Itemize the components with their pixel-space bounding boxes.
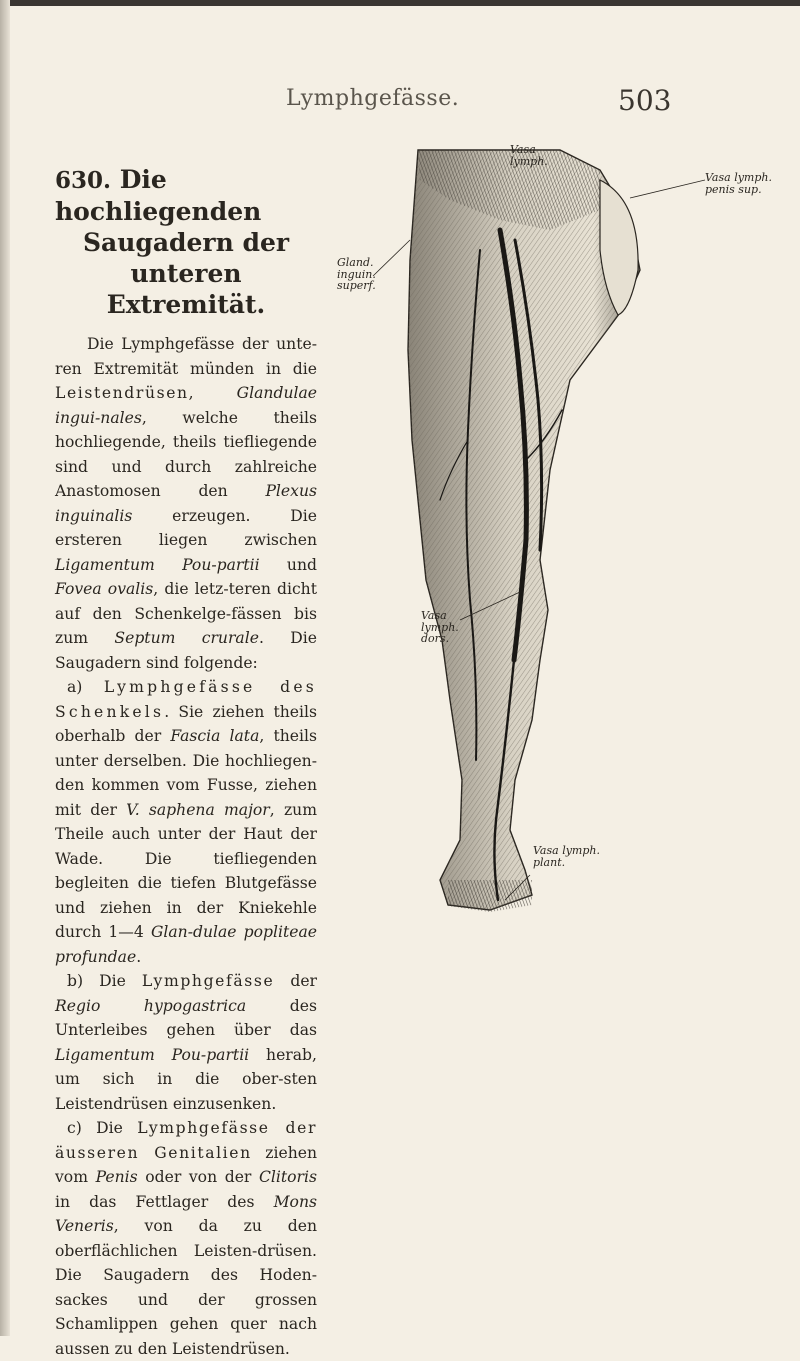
- section-title-line2: Saugadern der unteren: [82, 228, 290, 288]
- item-c-paragraph: c) Die Lymphgefässe der äusseren Genitalien ziehen vom Penis oder von der Clitoris in das Fettlager des Mons Veneris, von da zu den oberflächlichen Leisten-drüsen. Die Saugadern des Hoden-sackes und der grossen Schamlippen gehen quer nach aussen zu den Leistendrüsen.: [55, 1119, 318, 1358]
- item-a-paragraph: a) Lymphgefässe des Schenkels. Sie ziehen theils oberhalb der Fascia lata, theils unter derselben. Die hochliegen-den kommen vom Fusse, ziehen mit der V. saphena major, zum Theile auch unter der Haut der Wade. Die tiefliegenden begleiten die tiefen Blutgefässe und ziehen in der Kniekehle durch 1—4 Glan-dulae popliteae profundae.: [55, 678, 317, 966]
- section-number: 630.: [55, 167, 112, 194]
- section-title-line3: Extremität.: [106, 290, 266, 319]
- item-b-heading: Lymphgefässe: [141, 972, 275, 990]
- label-vasa-lymph-dors: Vasa lymph. dors.: [421, 609, 459, 645]
- section-title-line1: Die hochliegenden: [55, 165, 262, 226]
- page-left-edge: [0, 0, 10, 1336]
- term-leistendruesen: Leistendrüsen: [55, 384, 189, 402]
- label-vasa-lymph-penis: Vasa lymph. penis sup.: [705, 171, 772, 196]
- running-head: Lymphgefässe.: [286, 86, 460, 111]
- label-vasa-lymph-plant: Vasa lymph. plant.: [533, 844, 600, 869]
- item-c-heading: Lymphgefässe der äusseren Genitalien: [55, 1119, 318, 1162]
- section-heading: [55, 164, 317, 320]
- foot-hatching: [448, 880, 532, 912]
- item-b-paragraph: b) Die Lymphgefässe der Regio hypogastrica des Unterleibes gehen über das Ligamentum Pou-partii herab, um sich in die ober-sten Leistendrüsen einzusenken.: [55, 972, 318, 1113]
- page-top-border: [0, 0, 800, 6]
- item-a-heading: Lymphgefässe des Schenkels: [55, 678, 317, 721]
- text-column: [55, 164, 317, 1361]
- label-gland-inguin-superf: Gland. inguin. superf.: [337, 256, 376, 292]
- intro-paragraph: Die Lymphgefässe der unte-ren Extremität münden in die Leistendrüsen, Glandulae ingui-nales, welche theils hochliegende, theils tiefliegende sind und durch zahlreiche Anastomosen den Plexus inguinalis erzeugen. Die ersteren liegen zwischen Ligamentum Pou-partii und Fovea ovalis, die letz-teren dicht auf den Schenkelge-fässen bis zum Septum crurale. Die Saugadern sind folgende:: [55, 335, 317, 672]
- label-vasa-lymph-top: Vasa lymph.: [510, 143, 548, 168]
- anatomical-figure-lower-limb: [300, 140, 780, 920]
- page-number: 503: [618, 84, 672, 117]
